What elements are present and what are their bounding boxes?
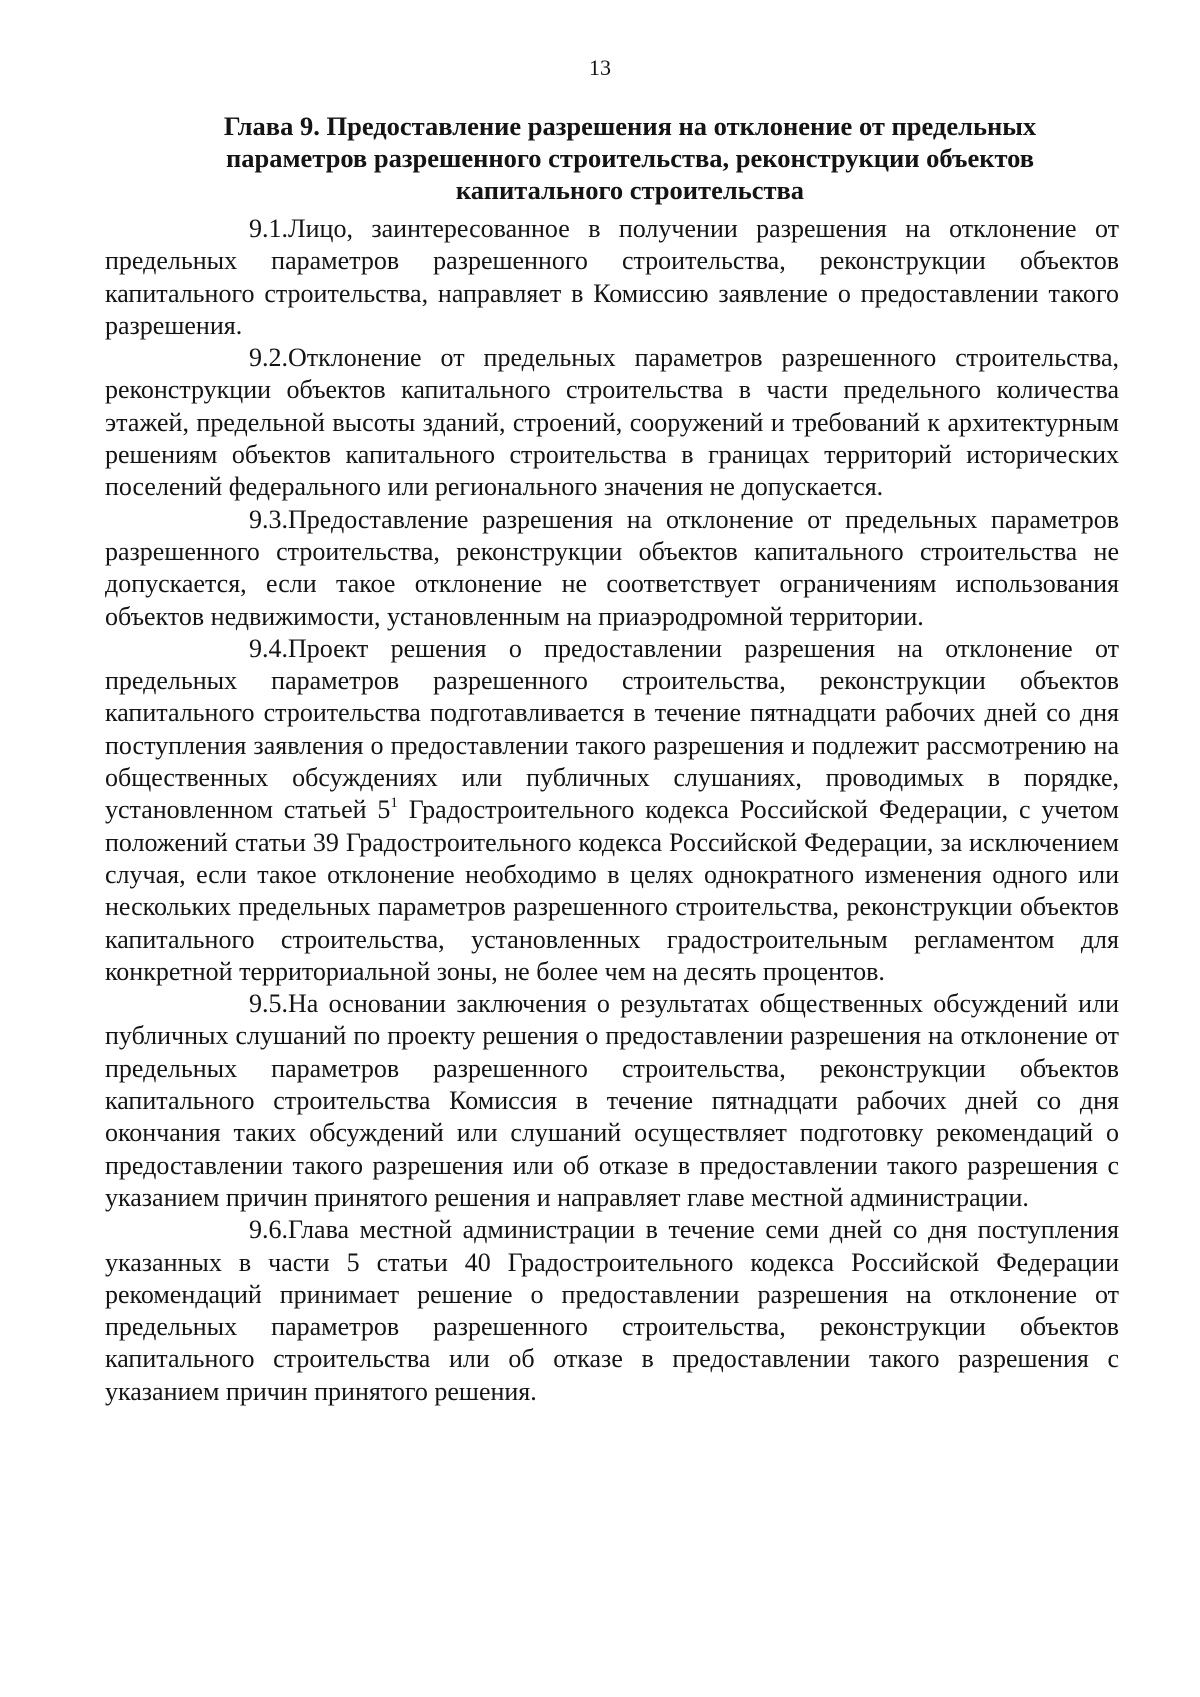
paragraph-9-5 bbox=[105, 988, 1119, 1214]
chapter-title bbox=[160, 110, 1100, 206]
paragraph-text: Отклонение от предельных параметров разрешенного строительства, реконструкции объектов капитального строительства в части предельного количества этажей, предельной высоты зданий, строений, сооружений и требований к архитектурным решениям объектов капитального строительства в границах территорий исторических поселений федерального или регионального значения не допускается. bbox=[105, 343, 1119, 502]
paragraph-9-1 bbox=[105, 213, 1119, 342]
paragraph-9-6 bbox=[105, 1214, 1119, 1408]
superscript-article-index: 1 bbox=[390, 794, 398, 811]
paragraph-number: 9.1. bbox=[249, 214, 288, 243]
paragraph-number: 9.3. bbox=[249, 504, 288, 534]
paragraph-number: 9.6. bbox=[249, 1215, 288, 1245]
paragraph-text: Глава местной администрации в течение семи дней со дня поступления указанных в части 5 статьи 40 Градостроительного кодекса Российской Федерации рекомендаций принимает решение о предоставлении разрешения на отклонение от предельных параметров разрешенного строительства, реконструкции объектов капитального строительства или об отказе в предоставлении такого разрешения с указанием причин принятого решения. bbox=[105, 1215, 1119, 1406]
paragraph-text: Лицо, заинтересованное в получении разрешения на отклонение от предельных параметров разрешенного строительства, реконструкции объектов капитального строительства, направляет в Комиссию заявление о предоставлении такого разрешения. bbox=[105, 214, 1119, 340]
paragraph-number: 9.2. bbox=[249, 343, 288, 373]
paragraph-9-2 bbox=[105, 342, 1119, 503]
paragraph-text: На основании заключения о результатах общественных обсуждений или публичных слушаний по проекту решения о предоставлении разрешения на отклонение от предельных параметров разрешенного строительства, реконструкции объектов капитального строительства Комиссия в течение пятнадцати рабочих дней со дня окончания таких обсуждений или слушаний осуществляет подготовку рекомендаций о предоставлении такого разрешения или об отказе в предоставлении такого разрешения с указанием причин принятого решения и направляет главе местной администрации. bbox=[105, 989, 1119, 1212]
paragraph-text: Предоставление разрешения на отклонение от предельных параметров разрешенного строительства, реконструкции объектов капитального строительства не допускается, если такое отклонение не соответствует ограничениям использования объектов недвижимости, установленным на приаэродромной территории. bbox=[105, 504, 1119, 631]
paragraph-9-3 bbox=[105, 504, 1119, 633]
paragraph-9-4 bbox=[105, 633, 1119, 988]
chapter-title-line: капитального строительства bbox=[455, 175, 805, 205]
chapter-title-line: Глава 9. Предоставление разрешения на отклонение от предельных bbox=[223, 111, 1037, 141]
paragraph-text: Проект решения о предоставлении разрешения на отклонение от предельных параметров разрешенного строительства, реконструкции объектов капитального строительства подготавливается в течение пятнадцати рабочих дней со дня поступления заявления о предоставлении такого разрешения и подлежит рассмотрению на общественных обсуждениях или публичных слушаниях, проводимых в порядке, установленном статьей 5 bbox=[105, 633, 1119, 825]
chapter-body bbox=[105, 213, 1119, 1408]
paragraph-number: 9.5. bbox=[249, 989, 288, 1019]
chapter-title-line: параметров разрешенного строительства, реконструкции объектов bbox=[225, 143, 1035, 173]
paragraph-number: 9.4. bbox=[249, 633, 288, 663]
page-number: 13 bbox=[589, 55, 611, 80]
paragraph-text-continued: Градостроительного кодекса Российской Федерации, с учетом положений статьи 39 Градостроительного кодекса Российской Федерации, за исключением случая, если такое отклонение необходимо в целях однократного изменения одного или нескольких предельных параметров разрешенного строительства, реконструкции объектов капитального строительства, установленных градостроительным регламентом для конкретной территориальной зоны, не более чем на десять процентов. bbox=[105, 795, 1119, 986]
